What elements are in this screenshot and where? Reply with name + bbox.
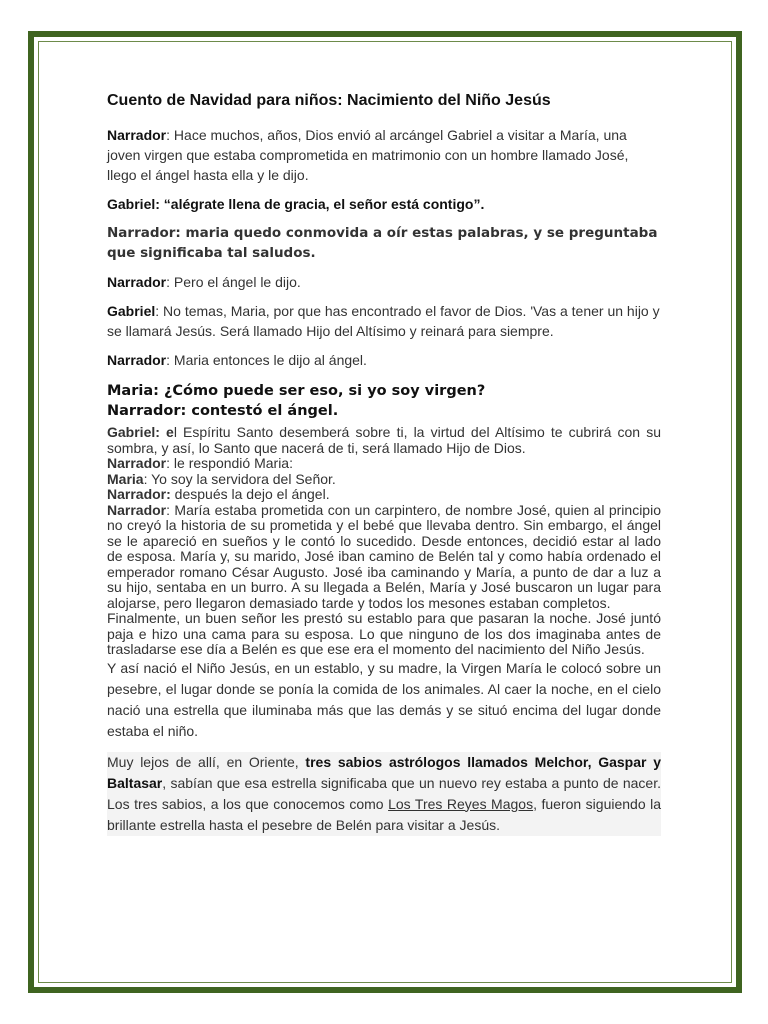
speaker-label: Narrador: [107,486,171,502]
bold-phrase: tres sabios astrólogos llamados Melchor, Gaspar y Baltasar [107,753,661,791]
speaker-label: Maria [107,470,144,487]
speaker-label: Narrador [107,274,167,290]
paragraph-2: Gabriel: “alégrate llena de gracia, el señor está contigo”. [107,196,485,212]
paragraph-5: Gabriel: No temas, Maria, por que has encontrado el favor de Dios. 'Vas a tener un hijo y se llamará Jesús. Será llamado Hijo del Altísimo y reinará para siempre. [107,303,660,339]
speaker-label: Narrador [107,127,167,143]
paragraph-12: Narrador: después la dejo el ángel. [107,486,330,502]
document-body [107,90,661,845]
paragraph-13: Narrador: María estaba prometida con un carpintero, de nombre José, quien al principio no creyó la historia de su prometida y el bebé que llevaba dentro. Sin embargo, el ángel se le apareció en sueños y le contó lo sucedido. Desde entonces, decidió estar al lado de esposa. María y, su marido, José iban camino de Belén tal y como había ordenado el emperador romano César Augusto. José iba caminando y María, a punto de dar a luz a su hijo, sentaba en un burro. A su llegada a Belén, María y José buscaron un lugar para alojarse, pero llegaron demasiado tarde y todos los mesones estaban completos. [107,501,661,611]
paragraph-4: Narrador: Pero el ángel le dijo. [107,274,301,290]
dialogue-block [107,425,661,658]
paragraph-11: Maria: Yo soy la servidora del Señor. [107,470,336,487]
speaker-label: Gabriel: e [107,424,174,440]
paragraph-3: Narrador: maria quedo conmovida a oír estas palabras, y se preguntaba que significaba tal saludos. [107,225,658,261]
paragraph-16: Muy lejos de allí, en Oriente, tres sabios astrólogos llamados Melchor, Gaspar y Baltasar, sabían que esa estrella significaba que un nuevo rey estaba a punto de nacer. Los tres sabios, a los que conocemos como Los Tres Reyes Magos, fueron siguiendo la brillante estrella hasta el pesebre de Belén para visitar a Jesús. [107,752,661,836]
reyes-magos-link[interactable]: Los Tres Reyes Magos [388,795,534,812]
paragraph-10: Narrador: le respondió Maria: [107,455,293,471]
document-title: Cuento de Navidad para niños: Nacimiento del Niño Jesús [107,92,551,109]
speaker-label: Narrador [107,455,167,471]
paragraph-9: Gabriel: el Espíritu Santo desemberá sobre ti, la virtud del Altísimo te cubrirá con su sombra, y así, lo Santo que nacerá de ti, será llamado Hijo de Dios. [107,424,661,456]
paragraph-14: Finalmente, un buen señor les prestó su establo para que pasaran la noche. José juntó paja e hizo una cama para su esposa. Lo que ninguno de los dos imaginaba antes de trasladarse ese día a Belén es que ese era el momento del nacimiento del Niño Jesús. [107,610,661,657]
paragraph-7: Maria: ¿Cómo puede ser eso, si yo soy virgen? [107,383,486,399]
paragraph-15: Y así nació el Niño Jesús, en un establo, y su madre, la Virgen María le colocó sobre un pesebre, el lugar donde se ponía la comida de los animales. Al caer la noche, en el cielo nació una estrella que iluminaba más que las demás y se situó encima del lugar donde estaba el niño. [107,659,661,739]
paragraph-1: Narrador: Hace muchos, años, Dios envió al arcángel Gabriel a visitar a María, una joven virgen que estaba comprometida en matrimonio con un hombre llamado José, llego el ángel hasta ella y le dijo. [107,127,629,183]
speaker-label: Narrador [107,501,167,518]
paragraph-6: Narrador: Maria entonces le dijo al ángel. [107,352,367,368]
speaker-label: Narrador [107,352,167,368]
paragraph-8: Narrador: contestó el ángel. [107,403,339,419]
speaker-label: Gabriel [107,303,156,319]
